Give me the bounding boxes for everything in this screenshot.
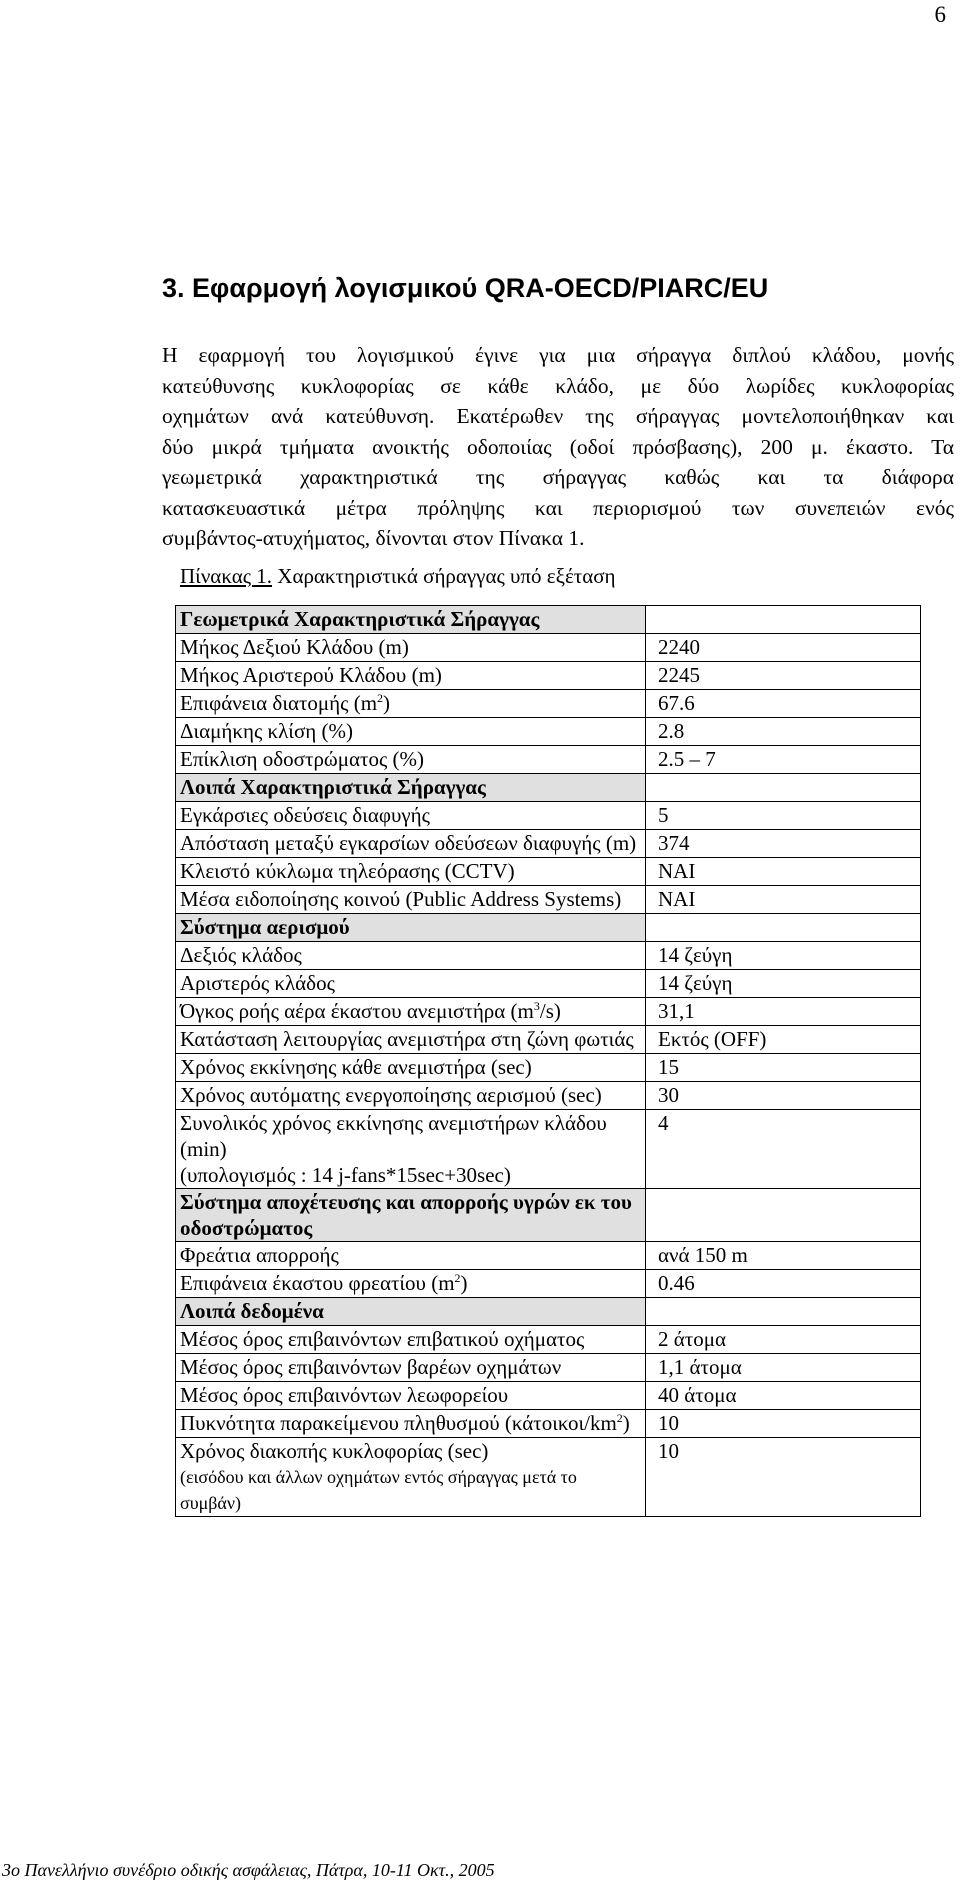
table-row bbox=[176, 1326, 921, 1354]
table-empty-cell bbox=[646, 606, 921, 634]
table-row bbox=[176, 802, 921, 830]
row-value: ΝΑΙ bbox=[646, 886, 921, 914]
table-row bbox=[176, 942, 921, 970]
row-value: 15 bbox=[646, 1054, 921, 1082]
row-value: 1,1 άτομα bbox=[646, 1354, 921, 1382]
row-label bbox=[176, 1410, 646, 1438]
row-label-line: Χρόνος διακοπής κυκλοφορίας (sec) bbox=[180, 1439, 489, 1463]
row-label-text: Επιφάνεια έκαστου φρεατίου (m bbox=[180, 1271, 455, 1295]
table-row bbox=[176, 1110, 921, 1189]
group-header-other: Λοιπά Χαρακτηριστικά Σήραγγας bbox=[176, 774, 646, 802]
row-value: 67.6 bbox=[646, 690, 921, 718]
row-label-text: Επιφάνεια διατομής (m bbox=[180, 691, 378, 715]
paragraph-line: συμβάντος-ατυχήματος, δίνονται στον Πίνακα 1. bbox=[162, 526, 585, 550]
group-header-data: Λοιπά δεδομένα bbox=[176, 1298, 646, 1326]
paragraph-line: κατεύθυνσης κυκλοφορίας σε κάθε κλάδο, με δύο λωρίδες κυκλοφορίας bbox=[162, 373, 954, 398]
row-value: 40 άτομα bbox=[646, 1382, 921, 1410]
table-row bbox=[176, 1354, 921, 1382]
table-group-header-row bbox=[176, 774, 921, 802]
row-label-line: (υπολογισμός : 14 j-fans*15sec+30sec) bbox=[180, 1163, 511, 1187]
row-label-text: ) bbox=[383, 691, 391, 715]
row-value: 374 bbox=[646, 830, 921, 858]
table-group-header-row bbox=[176, 1298, 921, 1326]
row-value: ΝΑΙ bbox=[646, 858, 921, 886]
row-label-text: Πυκνότητα παρακείμενου πληθυσμού (κάτοικοι/km bbox=[180, 1411, 617, 1435]
row-label: Μέσος όρος επιβαινόντων λεωφορείου bbox=[176, 1382, 646, 1410]
row-value: 5 bbox=[646, 802, 921, 830]
row-value: 10 bbox=[646, 1438, 921, 1517]
table-group-header-row bbox=[176, 1189, 921, 1242]
row-label: Εγκάρσιες οδεύσεις διαφυγής bbox=[176, 802, 646, 830]
table-caption-label: Πίνακας 1. bbox=[180, 564, 273, 588]
row-label: Μέσος όρος επιβαινόντων βαρέων οχημάτων bbox=[176, 1354, 646, 1382]
row-value: 31,1 bbox=[646, 998, 921, 1026]
row-value: 30 bbox=[646, 1082, 921, 1110]
row-label bbox=[176, 690, 646, 718]
row-label: Δεξιός κλάδος bbox=[176, 942, 646, 970]
row-value: ανά 150 m bbox=[646, 1242, 921, 1270]
group-header-line: Σύστημα αποχέτευσης και απορροής υγρών εκ του bbox=[180, 1190, 632, 1214]
row-label: Αριστερός κλάδος bbox=[176, 970, 646, 998]
row-label-text: ) bbox=[622, 1411, 630, 1435]
group-header-geometric: Γεωμετρικά Χαρακτηριστικά Σήραγγας bbox=[176, 606, 646, 634]
table-row bbox=[176, 830, 921, 858]
row-value: 0.46 bbox=[646, 1270, 921, 1298]
group-header-ventilation: Σύστημα αερισμού bbox=[176, 914, 646, 942]
table-row bbox=[176, 1382, 921, 1410]
table-row bbox=[176, 970, 921, 998]
row-label: Μέσα ειδοποίησης κοινού (Public Address Systems) bbox=[176, 886, 646, 914]
table-row bbox=[176, 634, 921, 662]
row-label: Φρεάτια απορροής bbox=[176, 1242, 646, 1270]
row-label bbox=[176, 998, 646, 1026]
table-row bbox=[176, 1026, 921, 1054]
row-value: 10 bbox=[646, 1410, 921, 1438]
row-label: Χρόνος αυτόματης ενεργοποίησης αερισμού (sec) bbox=[176, 1082, 646, 1110]
row-label-text: Όγκος ροής αέρα έκαστου ανεμιστήρα (m bbox=[180, 999, 534, 1023]
superscript: 3 bbox=[533, 999, 540, 1013]
table-row bbox=[176, 1242, 921, 1270]
row-label-text: /s) bbox=[539, 999, 561, 1023]
paragraph-line: γεωμετρικά χαρακτηριστικά της σήραγγας καθώς και τα διάφορα bbox=[162, 465, 954, 489]
table-group-header-row bbox=[176, 914, 921, 942]
row-value: 4 bbox=[646, 1110, 921, 1189]
page-footer: 3ο Πανελλήνιο συνέδριο οδικής ασφάλειας, Πάτρα, 10-11 Οκτ., 2005 bbox=[2, 1860, 495, 1880]
row-label: Μέσος όρος επιβαινόντων επιβατικού οχήματος bbox=[176, 1326, 646, 1354]
row-label bbox=[176, 1438, 646, 1517]
table-row bbox=[176, 1082, 921, 1110]
table-row bbox=[176, 1438, 921, 1517]
table-row bbox=[176, 662, 921, 690]
page-number: 6 bbox=[934, 2, 946, 27]
table-row bbox=[176, 858, 921, 886]
row-value: 2245 bbox=[646, 662, 921, 690]
superscript: 2 bbox=[616, 1411, 623, 1425]
table-empty-cell bbox=[646, 1298, 921, 1326]
row-value: 14 ζεύγη bbox=[646, 942, 921, 970]
table-empty-cell bbox=[646, 1189, 921, 1242]
table-row bbox=[176, 886, 921, 914]
superscript: 2 bbox=[454, 1271, 461, 1285]
row-label: Απόσταση μεταξύ εγκαρσίων οδεύσεων διαφυγής (m) bbox=[176, 830, 646, 858]
row-label: Χρόνος εκκίνησης κάθε ανεμιστήρα (sec) bbox=[176, 1054, 646, 1082]
row-label bbox=[176, 1110, 646, 1189]
table-row bbox=[176, 1410, 921, 1438]
table-empty-cell bbox=[646, 914, 921, 942]
row-label bbox=[176, 1270, 646, 1298]
paragraph-line: δύο μικρά τμήματα ανοικτής οδοποιίας (οδοί πρόσβασης), 200 μ. έκαστο. Τα bbox=[162, 434, 954, 459]
table-empty-cell bbox=[646, 774, 921, 802]
row-value: 14 ζεύγη bbox=[646, 970, 921, 998]
intro-paragraph bbox=[162, 340, 954, 554]
row-label: Κλειστό κύκλωμα τηλεόρασης (CCTV) bbox=[176, 858, 646, 886]
table-row bbox=[176, 718, 921, 746]
paragraph-line: Η εφαρμογή του λογισμικού έγινε για μια σήραγγα διπλού κλάδου, μονής bbox=[162, 343, 954, 367]
table-row bbox=[176, 1054, 921, 1082]
row-value: 2 άτομα bbox=[646, 1326, 921, 1354]
row-label: Κατάσταση λειτουργίας ανεμιστήρα στη ζώνη φωτιάς bbox=[176, 1026, 646, 1054]
row-value: 2240 bbox=[646, 634, 921, 662]
row-label: Μήκος Αριστερού Κλάδου (m) bbox=[176, 662, 646, 690]
paragraph-line: οχημάτων ανά κατεύθυνση. Εκατέρωθεν της σήραγγας μοντελοποιήθηκαν και bbox=[162, 404, 954, 428]
paragraph-line: κατασκευαστικά μέτρα πρόληψης και περιορισμού των συνεπειών ενός bbox=[162, 495, 954, 520]
row-label-line: Συνολικός χρόνος εκκίνησης ανεμιστήρων κλάδου (min) bbox=[180, 1111, 607, 1161]
section-heading: 3. Εφαρμογή λογισμικού QRA-OECD/PIARC/EU bbox=[162, 273, 769, 303]
row-value: 2.5 – 7 bbox=[646, 746, 921, 774]
row-value: 2.8 bbox=[646, 718, 921, 746]
superscript: 2 bbox=[377, 691, 384, 705]
table-row bbox=[176, 998, 921, 1026]
row-label-text: ) bbox=[460, 1271, 468, 1295]
table-row bbox=[176, 1270, 921, 1298]
table-row bbox=[176, 746, 921, 774]
tunnel-characteristics-table bbox=[175, 605, 921, 1517]
row-label: Διαμήκης κλίση (%) bbox=[176, 718, 646, 746]
table-caption-text: Χαρακτηριστικά σήραγγας υπό εξέταση bbox=[272, 564, 616, 588]
table-caption bbox=[180, 564, 616, 589]
row-label-line: (εισόδου και άλλων οχημάτων εντός σήραγγας μετά το συμβάν) bbox=[180, 1467, 577, 1513]
group-header-line: οδοστρώματος bbox=[180, 1216, 313, 1240]
table-group-header-row bbox=[176, 606, 921, 634]
table-row bbox=[176, 690, 921, 718]
row-value: Εκτός (OFF) bbox=[646, 1026, 921, 1054]
row-label: Επίκλιση οδοστρώματος (%) bbox=[176, 746, 646, 774]
row-label: Μήκος Δεξιού Κλάδου (m) bbox=[176, 634, 646, 662]
group-header-drainage bbox=[176, 1189, 646, 1242]
